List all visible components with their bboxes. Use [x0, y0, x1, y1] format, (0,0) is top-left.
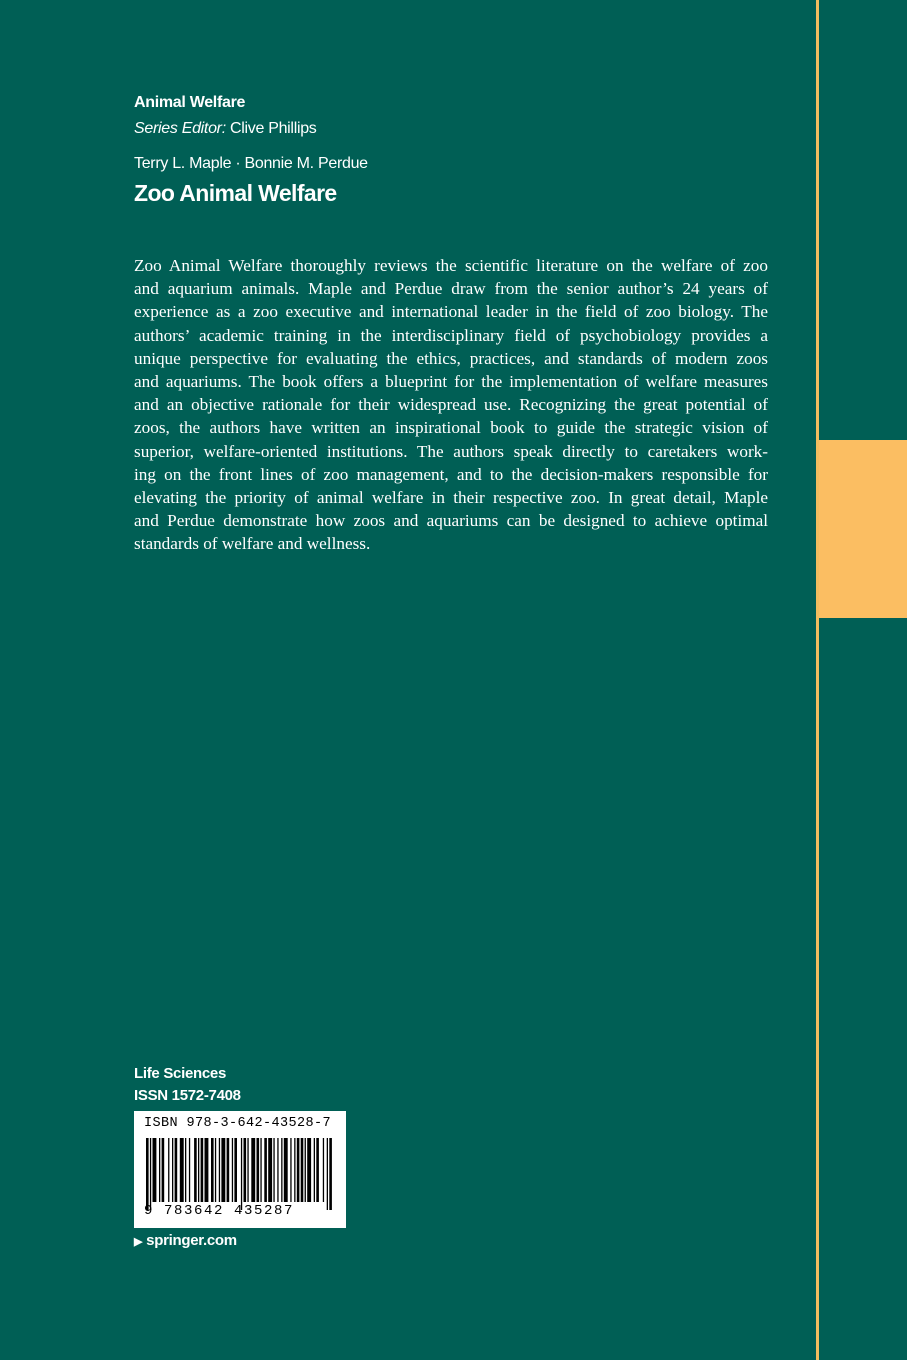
- book-authors: Terry L. Maple · Bonnie M. Perdue: [134, 155, 368, 172]
- blurb-line: ing on the front lines of zoo management, and to the decision-makers responsible for: [134, 464, 768, 484]
- barcode-bar: [281, 1138, 282, 1202]
- barcode-bar: [205, 1138, 209, 1202]
- barcode-bar: [219, 1138, 220, 1202]
- issn-number: ISSN 1572-7408: [134, 1087, 241, 1104]
- subject-category: Life Sciences: [134, 1065, 226, 1082]
- barcode-bar: [294, 1138, 295, 1202]
- barcode-bar: [268, 1138, 272, 1202]
- blurb-line: authors’ academic training in the interdisciplinary field of psychobiology provides a: [134, 325, 768, 345]
- series-editor-name: Clive Phillips: [230, 120, 317, 137]
- barcode-bar: [232, 1138, 233, 1202]
- blurb-line: and aquariums. The book offers a blueprint for the implementation of welfare measures: [134, 372, 768, 392]
- blurb-line: and aquarium animals. Maple and Perdue draw from the senior author’s 24 years of: [134, 279, 768, 299]
- barcode-bar: [264, 1138, 267, 1202]
- barcode-bar: [323, 1138, 324, 1202]
- barcode-bar: [211, 1138, 214, 1202]
- spine-color-block: [819, 440, 907, 618]
- barcode-bar: [297, 1138, 300, 1202]
- barcode-bar: [150, 1138, 151, 1210]
- barcode-digits: 9 783642 435287: [144, 1203, 295, 1219]
- barcode-bar: [234, 1138, 237, 1202]
- barcode-bar: [227, 1138, 230, 1202]
- barcode-bar: [277, 1138, 278, 1202]
- series-title: Animal Welfare: [134, 94, 246, 111]
- barcode-bar: [168, 1138, 169, 1202]
- website-url: springer.com: [146, 1232, 237, 1249]
- publisher-website[interactable]: [134, 1232, 237, 1249]
- barcode-bar: [198, 1138, 199, 1202]
- spine-divider-line: [816, 0, 819, 1360]
- isbn-barcode: [134, 1111, 346, 1228]
- blurb-line: experience as a zoo executive and international leader in the field of zoo biology. The: [134, 302, 768, 322]
- barcode-bar: [244, 1138, 247, 1202]
- barcode-bar: [260, 1138, 261, 1202]
- barcode-bar: [257, 1138, 260, 1202]
- barcode-bar: [314, 1138, 315, 1202]
- blurb-line: superior, welfare-oriented institutions. The authors speak directly to caretakers work-: [134, 441, 768, 461]
- barcode-bar: [159, 1138, 160, 1202]
- barcode-bar: [305, 1138, 306, 1202]
- triangle-right-icon: ▶: [134, 1236, 143, 1248]
- book-title: Zoo Animal Welfare: [134, 180, 337, 206]
- blurb-line: elevating the priority of animal welfare in their respective zoo. In great detail, Maple: [134, 488, 768, 508]
- series-editor-label: Series Editor:: [134, 120, 226, 137]
- barcode-bar: [175, 1138, 178, 1202]
- barcode-bar: [146, 1138, 149, 1210]
- barcode-bar: [290, 1138, 291, 1202]
- blurb-line: standards of welfare and wellness.: [134, 534, 371, 554]
- barcode-bar: [273, 1138, 274, 1202]
- barcode-bar: [327, 1138, 328, 1210]
- barcode-bar: [180, 1138, 184, 1202]
- barcode-bar: [215, 1138, 216, 1202]
- blurb-line: Zoo Animal Welfare thoroughly reviews the scientific literature on the welfare of zoo: [134, 256, 768, 275]
- barcode-bar: [194, 1138, 197, 1202]
- barcode-bar: [247, 1138, 248, 1202]
- barcode-bar: [189, 1138, 190, 1202]
- barcode-bar: [284, 1138, 288, 1202]
- barcode-bar: [329, 1138, 332, 1210]
- blurb-line: and Perdue demonstrate how zoos and aquariums can be designed to achieve optimal: [134, 511, 768, 531]
- barcode-bar: [301, 1138, 304, 1202]
- book-blurb: [134, 254, 768, 556]
- barcode-bar: [251, 1138, 255, 1202]
- series-editor: [134, 120, 317, 138]
- blurb-line: and an objective rationale for their widespread use. Recognizing the great potential of: [134, 395, 768, 415]
- barcode-bar: [185, 1138, 186, 1202]
- barcode-bar: [221, 1138, 225, 1202]
- isbn-text: ISBN 978-3-642-43528-7: [144, 1116, 332, 1131]
- barcode-bar: [241, 1138, 242, 1210]
- barcode-bar: [172, 1138, 173, 1202]
- barcode-bar: [162, 1138, 165, 1202]
- blurb-line: zoos, the authors have written an inspirational book to guide the strategic vision of: [134, 418, 768, 438]
- barcode-bar: [316, 1138, 319, 1202]
- barcode-bar: [307, 1138, 311, 1202]
- barcode-bar: [153, 1138, 157, 1202]
- barcode-bars: [146, 1138, 334, 1210]
- barcode-bar: [201, 1138, 204, 1202]
- blurb-line: unique perspective for evaluating the ethics, practices, and standards of modern zoos: [134, 348, 768, 368]
